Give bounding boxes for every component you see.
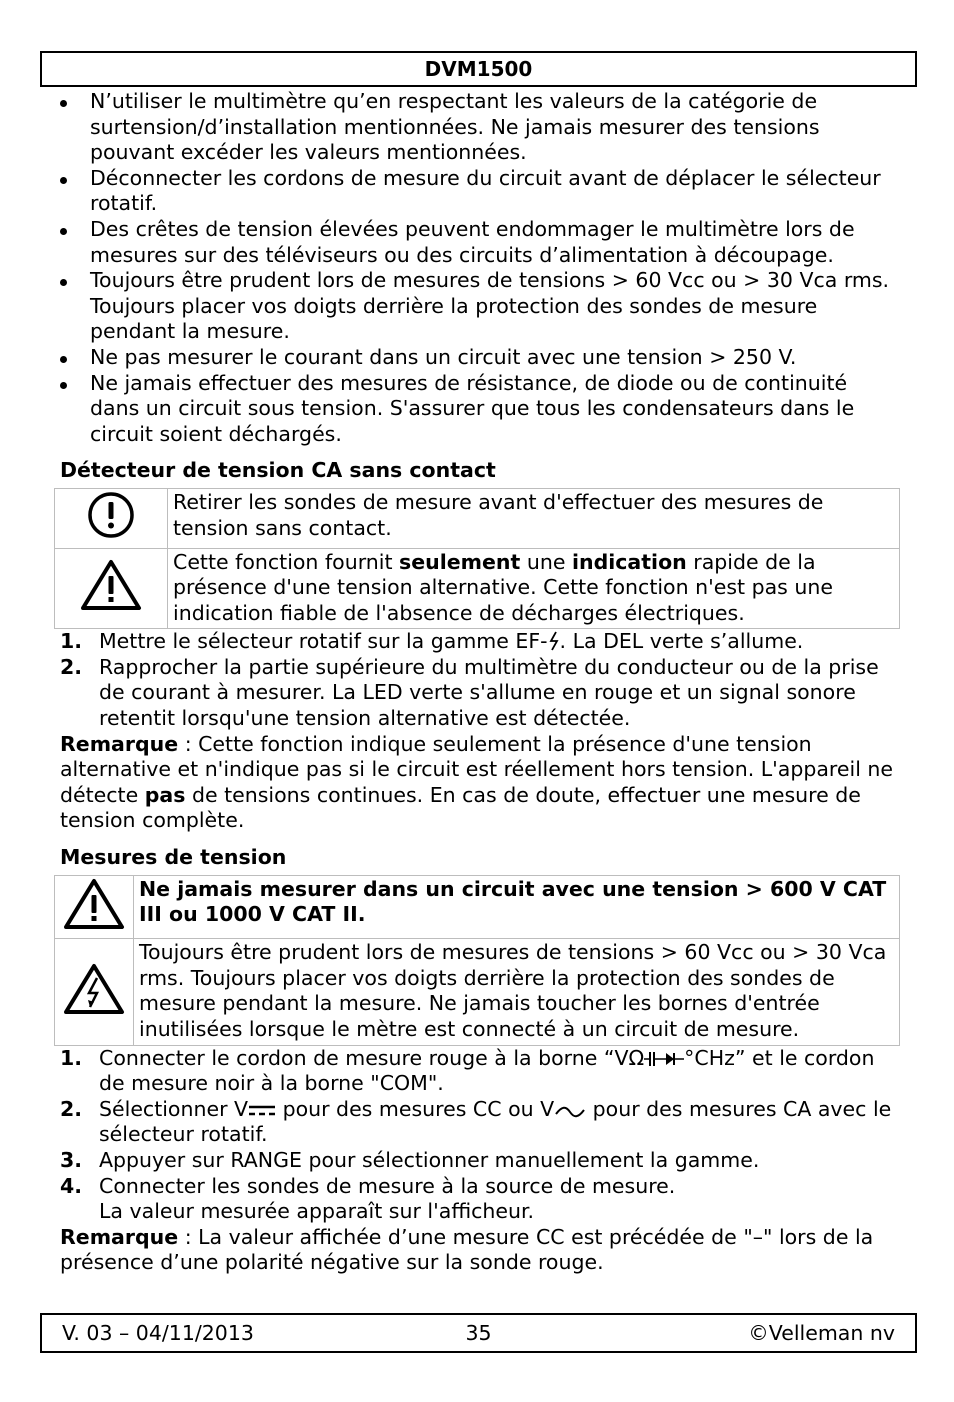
- page-number: 35: [465, 1321, 492, 1345]
- high-voltage-triangle-icon: [63, 963, 125, 1015]
- list-item: 3. Appuyer sur RANGE pour sélectionner manuellement la gamme.: [60, 1147, 760, 1172]
- list-item: 2. Rapprocher la partie supérieure du multimètre du conducteur ou de la prise de courant à mesurer. La LED verte s'allume en rouge et un signal sonore retentit lorsqu'une tension alternative est détectée.: [60, 654, 879, 731]
- table-row: [55, 875, 900, 939]
- warning-text-cell: Cette fonction fournit seulement une indication rapide de la présence d'une tension alternative. Cette fonction n'est pas une indication fiable de l'absence de décharges électriques.: [168, 548, 900, 629]
- exclamation-circle-icon: [87, 491, 135, 539]
- document-title: DVM1500: [424, 57, 533, 81]
- step-number: 1.: [60, 1045, 83, 1070]
- list-item: Ne jamais effectuer des mesures de résistance, de diode ou de continuité dans un circuit sous tension. S'assurer que tous les condensateurs dans le circuit soient déchargés.: [60, 371, 900, 448]
- note-paragraph: Remarque : Cette fonction indique seulement la présence d'une tension alternative et n'indique pas si le circuit est réellement hors tension. L'appareil ne détecte pas de tensions continues. En cas de doute, effectuer une mesure de tension complète.: [60, 731, 894, 833]
- list-item: 1. Mettre le sélecteur rotatif sur la gamme EF- . La DEL verte s’allume.: [60, 629, 804, 654]
- capacitor-diode-icon: [644, 1050, 684, 1068]
- note-paragraph: Remarque : La valeur affichée d’une mesure CC est précédée de "–" lors de la présence d’une polarité négative sur la sonde rouge.: [60, 1224, 874, 1275]
- copyright: ©Velleman nv: [748, 1321, 895, 1345]
- list-item: Ne pas mesurer le courant dans un circuit avec une tension > 250 V.: [60, 345, 900, 371]
- list-item: Déconnecter les cordons de mesure du circuit avant de déplacer le sélecteur rotatif.: [60, 166, 900, 217]
- page-footer: [40, 1313, 917, 1353]
- section-heading-voltage: Mesures de tension: [60, 845, 287, 870]
- list-item: 2. Sélectionner V pour des mesures CC ou V pour des mesures CA avec le sélecteur rotatif.: [60, 1096, 892, 1147]
- version-date: V. 03 – 04/11/2013: [62, 1321, 254, 1345]
- warning-table-non-contact: [54, 488, 900, 629]
- warning-text-cell: Toujours être prudent lors de mesures de tensions > 60 Vcc ou > 30 Vca rms. Toujours placer vos doigts derrière la protection des sondes de mesure pendant la mesure. Ne jamais toucher les bornes d'entrée inutilisées lorsque le mètre est connecté à un circuit de mesure.: [134, 939, 900, 1045]
- steps-list-voltage: [60, 1046, 900, 1225]
- warning-icon-cell: [55, 875, 134, 939]
- warning-icon-cell: [55, 939, 134, 1045]
- table-row: [55, 488, 900, 548]
- page-content: [60, 89, 900, 1276]
- warning-icon-cell: [55, 548, 168, 629]
- warning-table-voltage: [54, 875, 900, 1046]
- list-item: N’utiliser le multimètre qu’en respectant les valeurs de la catégorie de surtension/d’installation mentionnées. Ne jamais mesurer des tensions pouvant excéder les valeurs mentionnées.: [60, 89, 900, 166]
- table-row: [55, 548, 900, 629]
- table-row: [55, 939, 900, 1045]
- step-number: 1.: [60, 629, 83, 654]
- warning-text-cell: Ne jamais mesurer dans un circuit avec une tension > 600 V CAT III ou 1000 V CAT II.: [134, 875, 900, 939]
- ac-symbol-icon: [554, 1105, 586, 1119]
- dc-symbol-icon: [248, 1103, 276, 1119]
- list-item: Toujours être prudent lors de mesures de tensions > 60 Vcc ou > 30 Vca rms. Toujours placer vos doigts derrière la protection des sondes de mesure pendant la mesure.: [60, 268, 900, 345]
- list-item: Des crêtes de tension élevées peuvent endommager le multimètre lors de mesures sur des téléviseurs ou des circuits d’alimentation à découpage.: [60, 217, 900, 268]
- step-number: 2.: [60, 1096, 83, 1121]
- step-number: 3.: [60, 1147, 83, 1172]
- step-number: 2.: [60, 654, 83, 679]
- warning-triangle-icon: [63, 878, 125, 930]
- section-heading-non-contact: Détecteur de tension CA sans contact: [60, 458, 496, 483]
- lightning-icon: [548, 631, 560, 651]
- steps-list-non-contact: [60, 629, 900, 731]
- list-item: 1. Connecter le cordon de mesure rouge à la borne “VΩ °CHz” et le cordon de mesure noir à la borne "COM".: [60, 1045, 875, 1096]
- warning-triangle-icon: [80, 559, 142, 611]
- warning-text-cell: Retirer les sondes de mesure avant d'effectuer des mesures de tension sans contact.: [168, 488, 900, 548]
- list-item: 4. Connecter les sondes de mesure à la source de mesure. La valeur mesurée apparaît sur l'afficheur.: [60, 1173, 676, 1224]
- safety-bullet-list: [60, 89, 900, 447]
- page-header: [40, 51, 917, 87]
- step-number: 4.: [60, 1173, 83, 1198]
- warning-icon-cell: [55, 488, 168, 548]
